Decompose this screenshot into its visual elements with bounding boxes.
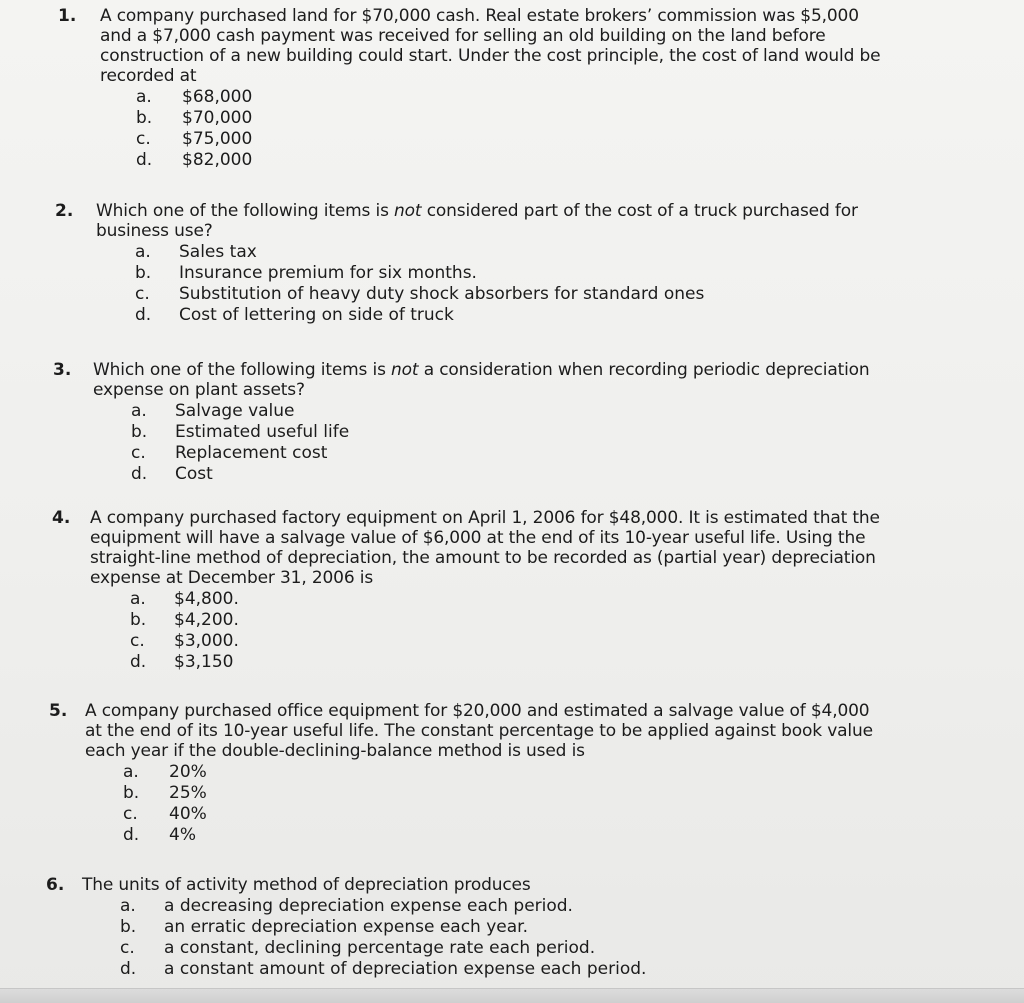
option-text: $82,000 [182, 150, 253, 170]
option-text: Sales tax [179, 242, 257, 262]
answer-option-d [120, 959, 966, 980]
option-text: Insurance premium for six months. [179, 263, 477, 283]
option-letter: b. [131, 422, 148, 442]
answer-option-a [123, 762, 969, 783]
answer-option-c [123, 804, 969, 825]
question-1 [58, 6, 978, 171]
question-number: 2. [55, 201, 74, 221]
option-text: Salvage value [175, 401, 295, 421]
option-text: 20% [169, 762, 207, 782]
option-letter: c. [130, 631, 145, 651]
question-line: at the end of its 10-year useful life. The constant percentage to be applied against book value [85, 721, 873, 741]
emphasis-not: not [394, 201, 422, 221]
answer-option-d [123, 825, 969, 846]
answer-option-b [120, 917, 966, 938]
question-line: equipment will have a salvage value of $6,000 at the end of its 10-year useful life. Using the [90, 528, 866, 548]
question-number: 6. [46, 875, 65, 895]
option-text: $3,000. [174, 631, 239, 651]
answer-option-d [130, 652, 972, 673]
question-number: 4. [52, 508, 71, 528]
answer-option-a [120, 896, 966, 917]
option-text: Cost [175, 464, 213, 484]
question-3 [53, 360, 973, 485]
question-text [96, 201, 975, 241]
option-letter: c. [136, 129, 151, 149]
question-text [85, 701, 1015, 761]
option-text: Replacement cost [175, 443, 328, 463]
option-text: 25% [169, 783, 207, 803]
option-text: an erratic depreciation expense each year. [164, 917, 528, 937]
option-text: a decreasing depreciation expense each period. [164, 896, 573, 916]
answer-options [135, 242, 975, 326]
option-letter: b. [123, 783, 140, 803]
option-letter: a. [136, 87, 152, 107]
answer-option-a [130, 589, 972, 610]
question-text [90, 508, 1020, 588]
option-text: 40% [169, 804, 207, 824]
option-text: Estimated useful life [175, 422, 350, 442]
option-letter: d. [131, 464, 148, 484]
question-2 [55, 201, 975, 326]
option-text: 4% [169, 825, 196, 845]
option-text: $4,800. [174, 589, 239, 609]
option-text: $75,000 [182, 129, 253, 149]
question-line: expense on plant assets? [93, 380, 305, 400]
question-line: each year if the double-declining-balance method is used is [85, 741, 585, 761]
question-line-start: Which one of the following items is [96, 201, 395, 221]
option-text: Substitution of heavy duty shock absorbers for standard ones [179, 284, 705, 304]
option-letter: c. [131, 443, 146, 463]
question-line: The units of activity method of depreciation produces [82, 875, 531, 895]
option-letter: d. [136, 150, 153, 170]
option-letter: b. [120, 917, 137, 937]
question-line: straight-line method of depreciation, the amount to be recorded as (partial year) depreciation [90, 548, 876, 568]
question-line: A company purchased factory equipment on April 1, 2006 for $48,000. It is estimated that the [90, 508, 880, 528]
option-letter: a. [130, 589, 146, 609]
option-letter: c. [123, 804, 138, 824]
answer-option-b [130, 610, 972, 631]
answer-option-a [131, 401, 973, 422]
option-letter: a. [135, 242, 151, 262]
option-letter: b. [135, 263, 152, 283]
question-line: construction of a new building could start. Under the cost principle, the cost of land would be [100, 46, 881, 66]
option-letter: d. [135, 305, 152, 325]
question-text [93, 360, 1023, 400]
answer-option-a [136, 87, 978, 108]
question-line: A company purchased office equipment for $20,000 and estimated a salvage value of $4,000 [85, 701, 870, 721]
answer-options [120, 896, 966, 980]
answer-option-d [135, 305, 975, 326]
answer-option-c [130, 631, 972, 652]
option-text: $68,000 [182, 87, 253, 107]
question-line: recorded at [100, 66, 197, 86]
emphasis-not: not [391, 360, 419, 380]
option-letter: a. [131, 401, 147, 421]
answer-option-b [135, 263, 975, 284]
question-6 [46, 875, 966, 980]
question-line: A company purchased land for $70,000 cash. Real estate brokers’ commission was $5,000 [100, 6, 859, 26]
question-number: 3. [53, 360, 72, 380]
option-letter: b. [136, 108, 153, 128]
option-text: $4,200. [174, 610, 239, 630]
option-text: a constant amount of depreciation expense each period. [164, 959, 647, 979]
option-text: a constant, declining percentage rate each period. [164, 938, 596, 958]
question-line [93, 360, 1023, 380]
question-line: expense at December 31, 2006 is [90, 568, 374, 588]
option-letter: a. [120, 896, 136, 916]
option-letter: d. [130, 652, 147, 672]
question-line-start: Which one of the following items is [93, 360, 392, 380]
question-5 [49, 701, 969, 846]
option-letter: d. [120, 959, 137, 979]
answer-options [136, 87, 978, 171]
option-letter: d. [123, 825, 140, 845]
answer-option-c [120, 938, 966, 959]
answer-option-b [131, 422, 973, 443]
question-text [100, 6, 978, 86]
answer-option-c [136, 129, 978, 150]
question-4 [52, 508, 972, 673]
option-text: $70,000 [182, 108, 253, 128]
page-bottom-edge [0, 988, 1024, 1003]
option-letter: a. [123, 762, 139, 782]
option-text: Cost of lettering on side of truck [179, 305, 454, 325]
question-line [96, 201, 975, 221]
answer-option-d [131, 464, 973, 485]
question-line: and a $7,000 cash payment was received for selling an old building on the land before [100, 26, 826, 46]
answer-option-a [135, 242, 975, 263]
option-letter: c. [135, 284, 150, 304]
answer-options [123, 762, 969, 846]
answer-option-c [131, 443, 973, 464]
answer-option-b [123, 783, 969, 804]
question-text [82, 875, 966, 895]
question-line-end: considered part of the cost of a truck purchased for [421, 201, 858, 221]
answer-option-b [136, 108, 978, 129]
question-number: 5. [49, 701, 68, 721]
answer-options [130, 589, 972, 673]
option-text: $3,150 [174, 652, 234, 672]
answer-option-c [135, 284, 975, 305]
question-line-end: a consideration when recording periodic depreciation [418, 360, 870, 380]
question-line: business use? [96, 221, 213, 241]
answer-option-d [136, 150, 978, 171]
option-letter: c. [120, 938, 135, 958]
answer-options [131, 401, 973, 485]
option-letter: b. [130, 610, 147, 630]
question-number: 1. [58, 6, 77, 26]
